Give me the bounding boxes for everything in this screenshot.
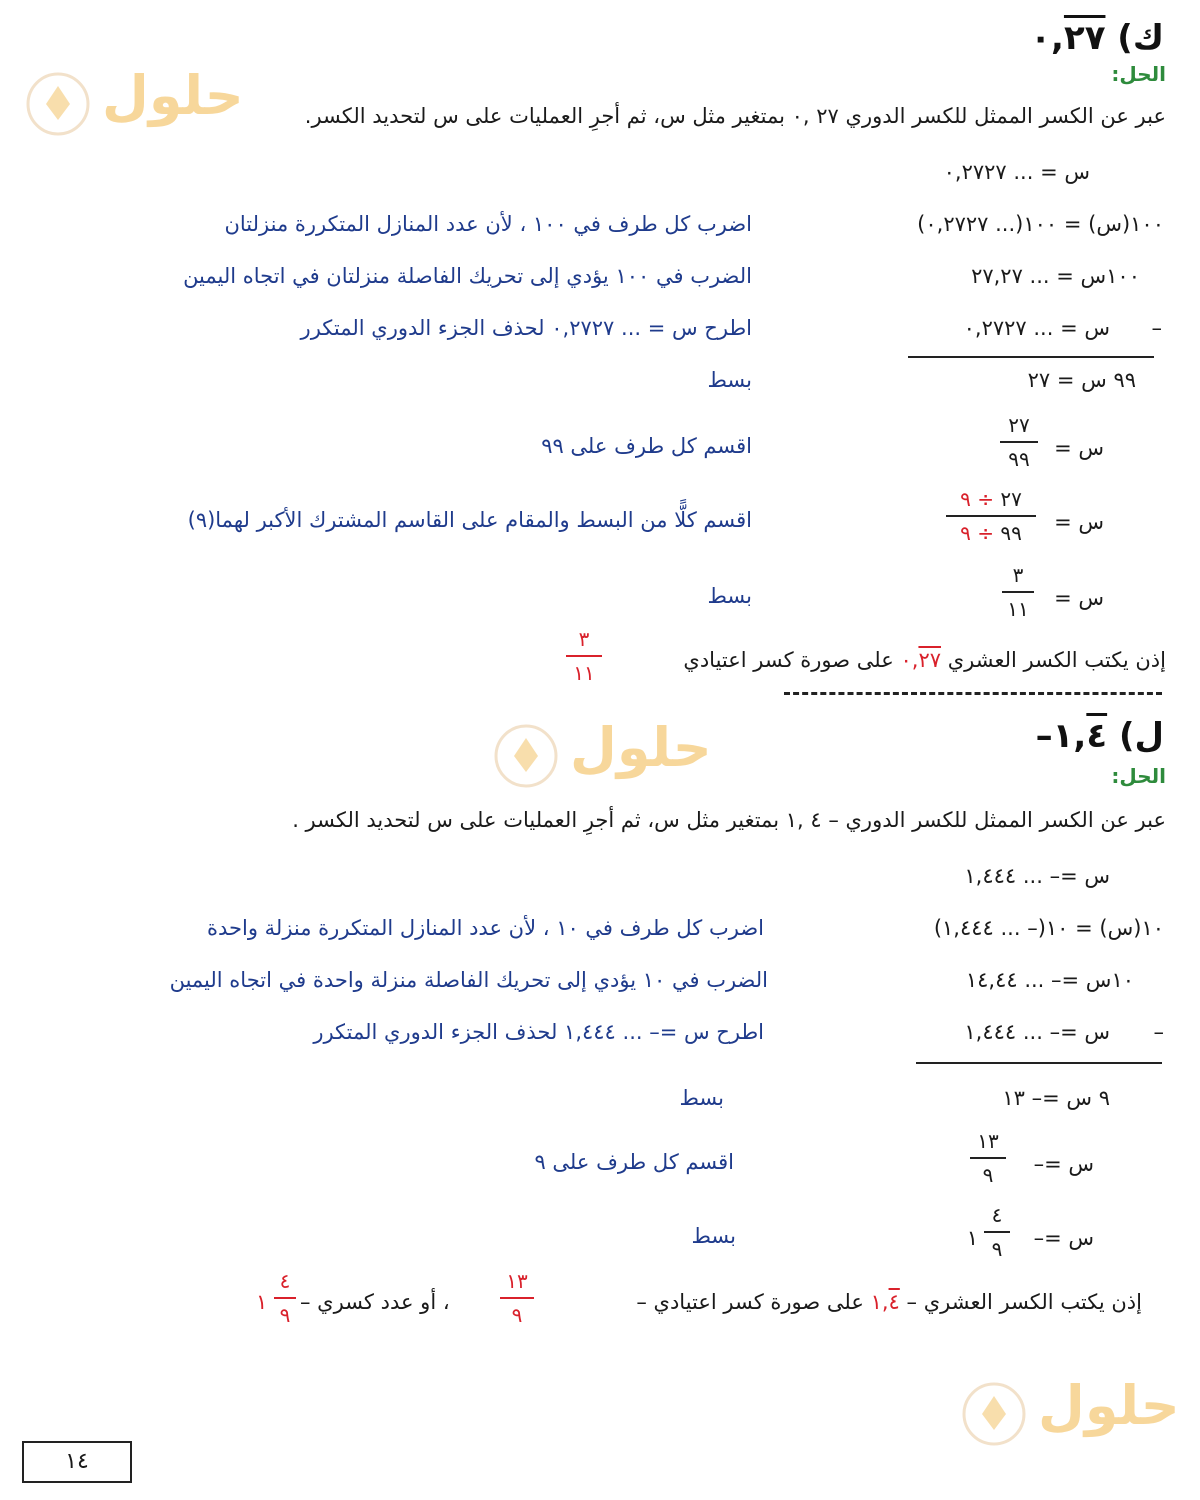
- watermark-text: حلول: [570, 716, 712, 779]
- fraction-bar: [1000, 441, 1038, 443]
- part-k-conclusion: إذن يكتب الكسر العشري ٠,٢٧ على صورة كسر اعتيادي: [683, 648, 1166, 672]
- part-l-conclusion: إذن يكتب الكسر العشري – ١,٤ على صورة كسر اعتيادي –: [636, 1290, 1142, 1314]
- part-k-step7-fraction: [946, 486, 1036, 546]
- fraction-bar: [274, 1297, 296, 1299]
- part-k-value: ٠,٢٧: [1030, 18, 1106, 58]
- part-l-step7-note: بسط: [691, 1224, 736, 1248]
- part-k-step4-note: اطرح س = ... ٠,٢٧٢٧ لحذف الجزء الدوري المتكرر: [300, 316, 752, 340]
- part-k-step4-minus: –: [1151, 316, 1162, 340]
- part-k-step2-note: اضرب كل طرف في ١٠٠ ، لأن عدد المنازل المتكررة منزلتان: [224, 212, 752, 236]
- watermark-logo: [960, 1370, 1180, 1450]
- fraction-bar: [984, 1231, 1010, 1233]
- part-l-step7-whole: ١: [966, 1226, 978, 1250]
- fraction-numerator: ٢٧ ÷ ٩: [960, 487, 1022, 511]
- part-l-conclusion-value: ١,٤: [870, 1290, 900, 1314]
- watermark-logo: [492, 712, 712, 792]
- part-l-step4-minus: –: [1153, 1020, 1164, 1044]
- part-l-conclusion-fraction-improper: [500, 1268, 534, 1328]
- part-k-solution-label: الحل:: [1111, 62, 1166, 86]
- part-k-step7-lhs: س =: [1054, 510, 1104, 534]
- part-l-step4-equation: س =– ... ١,٤٤٤: [964, 1020, 1110, 1044]
- part-k-step6-note: اقسم كل طرف على ٩٩: [541, 434, 752, 458]
- part-k-step1-equation: س = ... ٠,٢٧٢٧: [943, 160, 1090, 184]
- fraction-numerator: ١٣: [977, 1129, 999, 1153]
- fraction-numerator: ٣: [578, 627, 590, 651]
- part-k-step5-equation: ٩٩ س = ٢٧: [1027, 368, 1136, 392]
- fraction-numerator: ١٣: [506, 1269, 528, 1293]
- watermark-text: حلول: [1038, 1374, 1180, 1437]
- fraction-bar: [566, 655, 602, 657]
- part-k-step3-equation: ١٠٠س = ... ٢٧,٢٧: [971, 264, 1140, 288]
- watermark-text: حلول: [102, 64, 244, 127]
- fraction-bar: [946, 515, 1036, 517]
- part-l-step1-equation: س =– ... ١,٤٤٤: [964, 864, 1110, 888]
- fraction-numerator: ٤: [991, 1203, 1003, 1227]
- part-l-conclusion-mixed-label: ، أو عدد كسري –: [300, 1290, 450, 1314]
- part-l-conclusion-whole: ١: [256, 1290, 268, 1314]
- fraction-denominator: ١١: [573, 661, 595, 685]
- part-l-intro: عبر عن الكسر الممثل للكسر الدوري – ٤ ,١ بمتغير مثل س، ثم أجرِ العمليات على س لتحديد الكسر .: [292, 808, 1166, 832]
- part-k-conclusion-value: ٠,٢٧: [900, 648, 941, 672]
- part-k-heading: [1030, 18, 1164, 58]
- part-l-heading: [1036, 716, 1164, 756]
- fraction-denominator: ٩: [982, 1163, 994, 1187]
- part-l-step2-note: اضرب كل طرف في ١٠ ، لأن عدد المنازل المتكررة منزلة واحدة: [207, 916, 764, 940]
- part-k-intro: عبر عن الكسر الممثل للكسر الدوري ٢٧ ,٠ بمتغير مثل س، ثم أجرِ العمليات على س لتحديد الكسر.: [304, 104, 1166, 128]
- part-l-step7-fraction: [984, 1202, 1010, 1262]
- fraction-numerator: ٣: [1012, 563, 1024, 587]
- part-k-conclusion-fraction: [566, 626, 602, 686]
- fraction-bar: [1002, 591, 1034, 593]
- part-l-subtraction-line: [916, 1062, 1162, 1064]
- fraction-bar: [500, 1297, 534, 1299]
- part-l-step5-equation: ٩ س =– ١٣: [1002, 1086, 1110, 1110]
- section-divider: [784, 692, 1162, 695]
- part-k-step3-note: الضرب في ١٠٠ يؤدي إلى تحريك الفاصلة منزلتان في اتجاه اليمين: [183, 264, 752, 288]
- part-k-step4-equation: س = ... ٠,٢٧٢٧: [963, 316, 1110, 340]
- part-k-subtraction-line: [908, 356, 1154, 358]
- fraction-bar: [970, 1157, 1006, 1159]
- part-k-step6-lhs: س =: [1054, 436, 1104, 460]
- part-l-step6-note: اقسم كل طرف على ٩: [534, 1150, 734, 1174]
- part-k-step7-note: اقسم كلًّا من البسط والمقام على القاسم المشترك الأكبر لهما(٩): [187, 508, 752, 532]
- part-k-label: ك): [1117, 18, 1164, 58]
- part-k-step5-note: بسط: [707, 368, 752, 392]
- fraction-denominator: ٩: [991, 1237, 1003, 1261]
- part-l-solution-label: الحل:: [1111, 764, 1166, 788]
- fraction-numerator: ٢٧: [1008, 413, 1030, 437]
- part-k-step6-fraction: [1000, 412, 1038, 472]
- part-l-step6-fraction: [970, 1128, 1006, 1188]
- part-k-step8-fraction: [1002, 562, 1034, 622]
- fraction-denominator: ٩٩ ÷ ٩: [960, 521, 1022, 545]
- part-l-step7-lhs: س =–: [1033, 1226, 1094, 1250]
- part-k-step8-lhs: س =: [1054, 586, 1104, 610]
- fraction-denominator: ٩: [279, 1303, 291, 1327]
- part-k-step2-equation: ١٠٠(س) = ١٠٠(... ٠,٢٧٢٧): [917, 212, 1164, 236]
- part-l-label: ل): [1118, 716, 1164, 756]
- part-l-step6-lhs: س =–: [1033, 1152, 1094, 1176]
- part-k-step8-note: بسط: [707, 584, 752, 608]
- part-l-step3-equation: ١٠س =– ... ١٤,٤٤: [965, 968, 1134, 992]
- part-l-step5-note: بسط: [679, 1086, 724, 1110]
- part-l-step4-note: اطرح س =– ... ١,٤٤٤ لحذف الجزء الدوري المتكرر: [313, 1020, 764, 1044]
- part-l-step2-equation: ١٠(س) = ١٠(– ... ١,٤٤٤): [933, 916, 1164, 940]
- part-l-value: –١,٤: [1035, 716, 1108, 756]
- fraction-denominator: ١١: [1007, 597, 1029, 621]
- watermark-logo: [24, 60, 244, 140]
- page-number: ١٤: [22, 1441, 132, 1483]
- part-l-step3-note: الضرب في ١٠ يؤدي إلى تحريك الفاصلة منزلة واحدة في اتجاه اليمين: [169, 968, 768, 992]
- fraction-denominator: ٩: [511, 1303, 523, 1327]
- part-l-conclusion-fraction-mixed: [274, 1268, 296, 1328]
- fraction-denominator: ٩٩: [1008, 447, 1030, 471]
- fraction-numerator: ٤: [279, 1269, 291, 1293]
